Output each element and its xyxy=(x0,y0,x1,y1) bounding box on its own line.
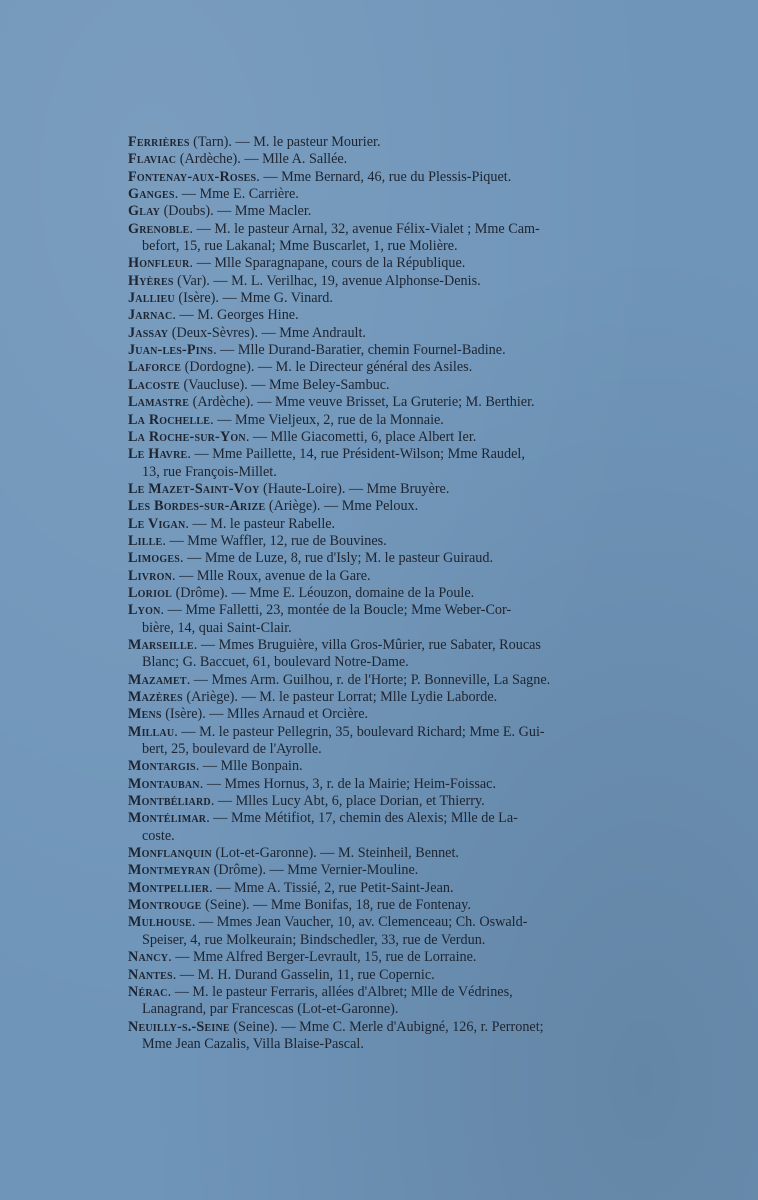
address-entry xyxy=(128,273,658,290)
place-name: La Rochelle xyxy=(128,411,211,428)
address-entry xyxy=(128,949,658,966)
place-name: Millau xyxy=(128,723,175,740)
entry-continuation: Blanc; G. Baccuet, 61, boulevard Notre-Dame. xyxy=(142,654,409,671)
place-name: Jarnac xyxy=(128,307,173,324)
place-name: Neuilly-s.-Seine xyxy=(128,1018,230,1035)
entry-text: (Drôme). — Mme Vernier-Mouline. xyxy=(210,862,419,879)
entry-text: . — M. Georges Hine. xyxy=(172,307,299,324)
entry-text: (Vaucluse). — Mme Beley-Sambuc. xyxy=(180,376,390,393)
entry-text: (Isère). — Mlles Arnaud et Orcière. xyxy=(161,706,369,723)
address-entry xyxy=(128,793,658,810)
place-name: Montélimar xyxy=(128,810,207,827)
place-name: Le Havre xyxy=(128,446,188,463)
place-name: Mazères xyxy=(128,689,183,705)
address-entry xyxy=(128,359,658,376)
address-entry xyxy=(128,307,658,324)
address-entry xyxy=(128,672,658,689)
entry-text: (Drôme). — Mme E. Léouzon, domaine de la Poule. xyxy=(172,584,475,601)
address-entry xyxy=(128,516,658,533)
entry-text: . — Mlles Lucy Abt, 6, place Dorian, et Thierry. xyxy=(210,793,485,810)
entry-continuation: Lanagrand, par Francescas (Lot-et-Garonne). xyxy=(142,1001,399,1018)
address-entry xyxy=(128,880,658,897)
place-name: Marseille xyxy=(128,636,194,653)
address-entry xyxy=(128,325,658,342)
entry-text: . — Mmes Jean Vaucher, 10, av. Clemenceau; Ch. Oswald- xyxy=(191,914,528,931)
address-entry xyxy=(128,290,658,307)
entry-text: . — Mme Alfred Berger-Levrault, 15, rue de Lorraine. xyxy=(168,949,477,966)
address-entry xyxy=(128,533,658,550)
address-entry xyxy=(128,377,658,394)
address-entry xyxy=(128,637,658,654)
place-name: Fontenay-aux-Roses xyxy=(128,168,257,185)
place-name: Laforce xyxy=(128,359,182,376)
address-entry xyxy=(128,151,658,168)
entry-text: (Deux-Sèvres). — Mme Andrault. xyxy=(168,324,366,341)
entry-text: . — Mme E. Carrière. xyxy=(174,186,299,203)
address-entry xyxy=(128,845,658,862)
address-entry xyxy=(128,984,658,1001)
address-entry xyxy=(128,862,658,879)
place-name: Jassay xyxy=(128,324,169,341)
address-entry xyxy=(128,810,658,827)
entry-text: . — Mme Waffler, 12, rue de Bouvines. xyxy=(162,532,387,549)
address-entry xyxy=(128,446,658,463)
place-name: Hyères xyxy=(128,272,174,289)
address-entry xyxy=(128,134,658,151)
entry-text: . — M. H. Durand Gasselin, 11, rue Copernic. xyxy=(172,966,435,983)
entry-continuation: 13, rue François-Millet. xyxy=(142,463,277,480)
place-name: Montpellier xyxy=(128,879,210,896)
entry-text: . — Mlle Giacometti, 6, place Albert Ier. xyxy=(245,428,477,445)
address-entry xyxy=(128,724,658,741)
entry-text: (Doubs). — Mme Macler. xyxy=(160,203,312,220)
place-name: Mazamet xyxy=(128,671,187,688)
place-name: Lyon xyxy=(128,602,161,619)
entry-continuation: Speiser, 4, rue Molkeurain; Bindschedler, 33, rue de Verdun. xyxy=(142,931,486,948)
entry-text: . — Mlle Sparagnapane, cours de la République. xyxy=(189,255,466,272)
address-entry xyxy=(128,203,658,220)
address-entry xyxy=(128,429,658,446)
place-name: Montargis xyxy=(128,758,196,775)
place-name: Lamastre xyxy=(128,394,190,411)
place-name: Le Mazet-Saint-Voy xyxy=(128,480,260,497)
entry-text: (Dordogne). — M. le Directeur général des Asiles. xyxy=(181,359,473,376)
entry-text: (Ariège). — Mme Peloux. xyxy=(265,498,419,515)
entry-continuation: coste. xyxy=(142,827,175,844)
place-name: Mens xyxy=(128,706,162,723)
entry-text: . — Mlle Bonpain. xyxy=(195,758,303,775)
entry-text: (Ardèche). — Mlle A. Sallée. xyxy=(176,151,348,168)
address-entry xyxy=(128,342,658,359)
entry-text: . — Mme Métifiot, 17, chemin des Alexis; Mlle de La- xyxy=(206,810,518,827)
place-name: Jallieu xyxy=(128,290,175,307)
place-name: Limoges xyxy=(128,550,180,567)
address-entry xyxy=(128,1019,658,1036)
address-entry xyxy=(128,255,658,272)
entry-text: (Ariège). — M. le pasteur Lorrat; Mlle Lydie Laborde. xyxy=(182,689,498,705)
entry-continuation: befort, 15, rue Lakanal; Mme Buscarlet, 1, rue Molière. xyxy=(142,238,458,255)
place-name: Mulhouse xyxy=(128,914,192,931)
address-entry xyxy=(128,758,658,775)
place-name: Flaviac xyxy=(128,151,177,168)
entry-text: . — Mme Vieljeux, 2, rue de la Monnaie. xyxy=(210,411,444,428)
address-entry xyxy=(128,602,658,619)
address-entry xyxy=(128,186,658,203)
entry-text: . — M. le pasteur Rabelle. xyxy=(185,515,336,532)
place-name: Honfleur xyxy=(128,255,190,272)
place-name: Glay xyxy=(128,203,161,220)
place-name: La Roche-sur-Yon xyxy=(128,428,246,445)
entry-text: (Haute-Loire). — Mme Bruyère. xyxy=(259,480,450,497)
address-entry xyxy=(128,897,658,914)
place-name: Lille xyxy=(128,532,163,549)
entry-continuation: Mme Jean Cazalis, Villa Blaise-Pascal. xyxy=(142,1035,364,1052)
entry-text: (Seine). — Mme C. Merle d'Aubigné, 126, r. Perronet; xyxy=(229,1018,544,1035)
place-name: Loriol xyxy=(128,584,173,601)
entry-text: . — Mme Paillette, 14, rue Président-Wilson; Mme Raudel, xyxy=(187,446,525,463)
entry-continuation: bert, 25, boulevard de l'Ayrolle. xyxy=(142,741,322,758)
address-list xyxy=(128,134,658,1053)
address-entry xyxy=(128,689,658,706)
address-entry xyxy=(128,776,658,793)
address-entry xyxy=(128,394,658,411)
place-name: Montbéliard xyxy=(128,793,211,810)
entry-text: (Isère). — Mme G. Vinard. xyxy=(174,290,333,307)
address-entry xyxy=(128,967,658,984)
place-name: Montauban xyxy=(128,775,200,792)
place-name: Le Vigan xyxy=(128,515,186,532)
entry-text: . — M. le pasteur Arnal, 32, avenue Félix-Vialet ; Mme Cam- xyxy=(189,220,540,237)
entry-text: (Seine). — Mme Bonifas, 18, rue de Fontenay. xyxy=(201,897,471,914)
place-name: Monflanquin xyxy=(128,845,212,862)
place-name: Lacoste xyxy=(128,376,180,393)
entry-text: . — Mme A. Tissié, 2, rue Petit-Saint-Jean. xyxy=(209,879,454,896)
place-name: Grenoble xyxy=(128,220,190,237)
address-entry xyxy=(128,914,658,931)
entry-text: (Ardèche). — Mme veuve Brisset, La Gruterie; M. Berthier. xyxy=(189,394,535,411)
address-entry xyxy=(128,568,658,585)
address-entry xyxy=(128,412,658,429)
entry-text: . — Mmes Hornus, 3, r. de la Mairie; Heim-Foissac. xyxy=(199,775,497,792)
entry-text: (Tarn). — M. le pasteur Mourier. xyxy=(189,134,381,150)
address-entry xyxy=(128,585,658,602)
place-name: Nérac xyxy=(128,983,168,1000)
place-name: Juan-les-Pins xyxy=(128,342,214,359)
address-entry xyxy=(128,481,658,498)
address-entry xyxy=(128,498,658,515)
entry-text: (Lot-et-Garonne). — M. Steinheil, Bennet. xyxy=(211,845,459,862)
place-name: Les Bordes-sur-Arize xyxy=(128,498,266,515)
entry-text: . — Mlle Durand-Baratier, chemin Fournel-Badine. xyxy=(213,342,506,359)
address-entry xyxy=(128,550,658,567)
address-entry xyxy=(128,706,658,723)
entry-text: . — Mlle Roux, avenue de la Gare. xyxy=(172,567,371,584)
address-entry xyxy=(128,221,658,238)
entry-text: . — Mme Bernard, 46, rue du Plessis-Piquet. xyxy=(256,168,512,185)
entry-text: . — Mme Falletti, 23, montée de la Boucle; Mme Weber-Cor- xyxy=(160,602,512,619)
entry-text: . — Mme de Luze, 8, rue d'Isly; M. le pasteur Guiraud. xyxy=(179,550,494,567)
place-name: Livron xyxy=(128,567,172,584)
place-name: Montrouge xyxy=(128,897,202,914)
place-name: Nantes xyxy=(128,966,173,983)
address-entry xyxy=(128,169,658,186)
entry-text: . — Mmes Bruguière, villa Gros-Mûrier, rue Sabater, Roucas xyxy=(193,636,541,653)
entry-text: . — Mmes Arm. Guilhou, r. de l'Horte; P. Bonneville, La Sagne. xyxy=(186,671,551,688)
place-name: Nancy xyxy=(128,949,169,966)
place-name: Montmeyran xyxy=(128,862,211,879)
place-name: Ganges xyxy=(128,186,175,203)
entry-text: . — M. le pasteur Pellegrin, 35, boulevard Richard; Mme E. Gui- xyxy=(174,723,545,740)
entry-text: . — M. le pasteur Ferraris, allées d'Albret; Mlle de Védrines, xyxy=(167,983,513,1000)
place-name: Ferrières xyxy=(128,134,190,150)
entry-text: (Var). — M. L. Verilhac, 19, avenue Alphonse-Denis. xyxy=(173,272,481,289)
entry-continuation: bière, 14, quai Saint-Clair. xyxy=(142,619,292,636)
